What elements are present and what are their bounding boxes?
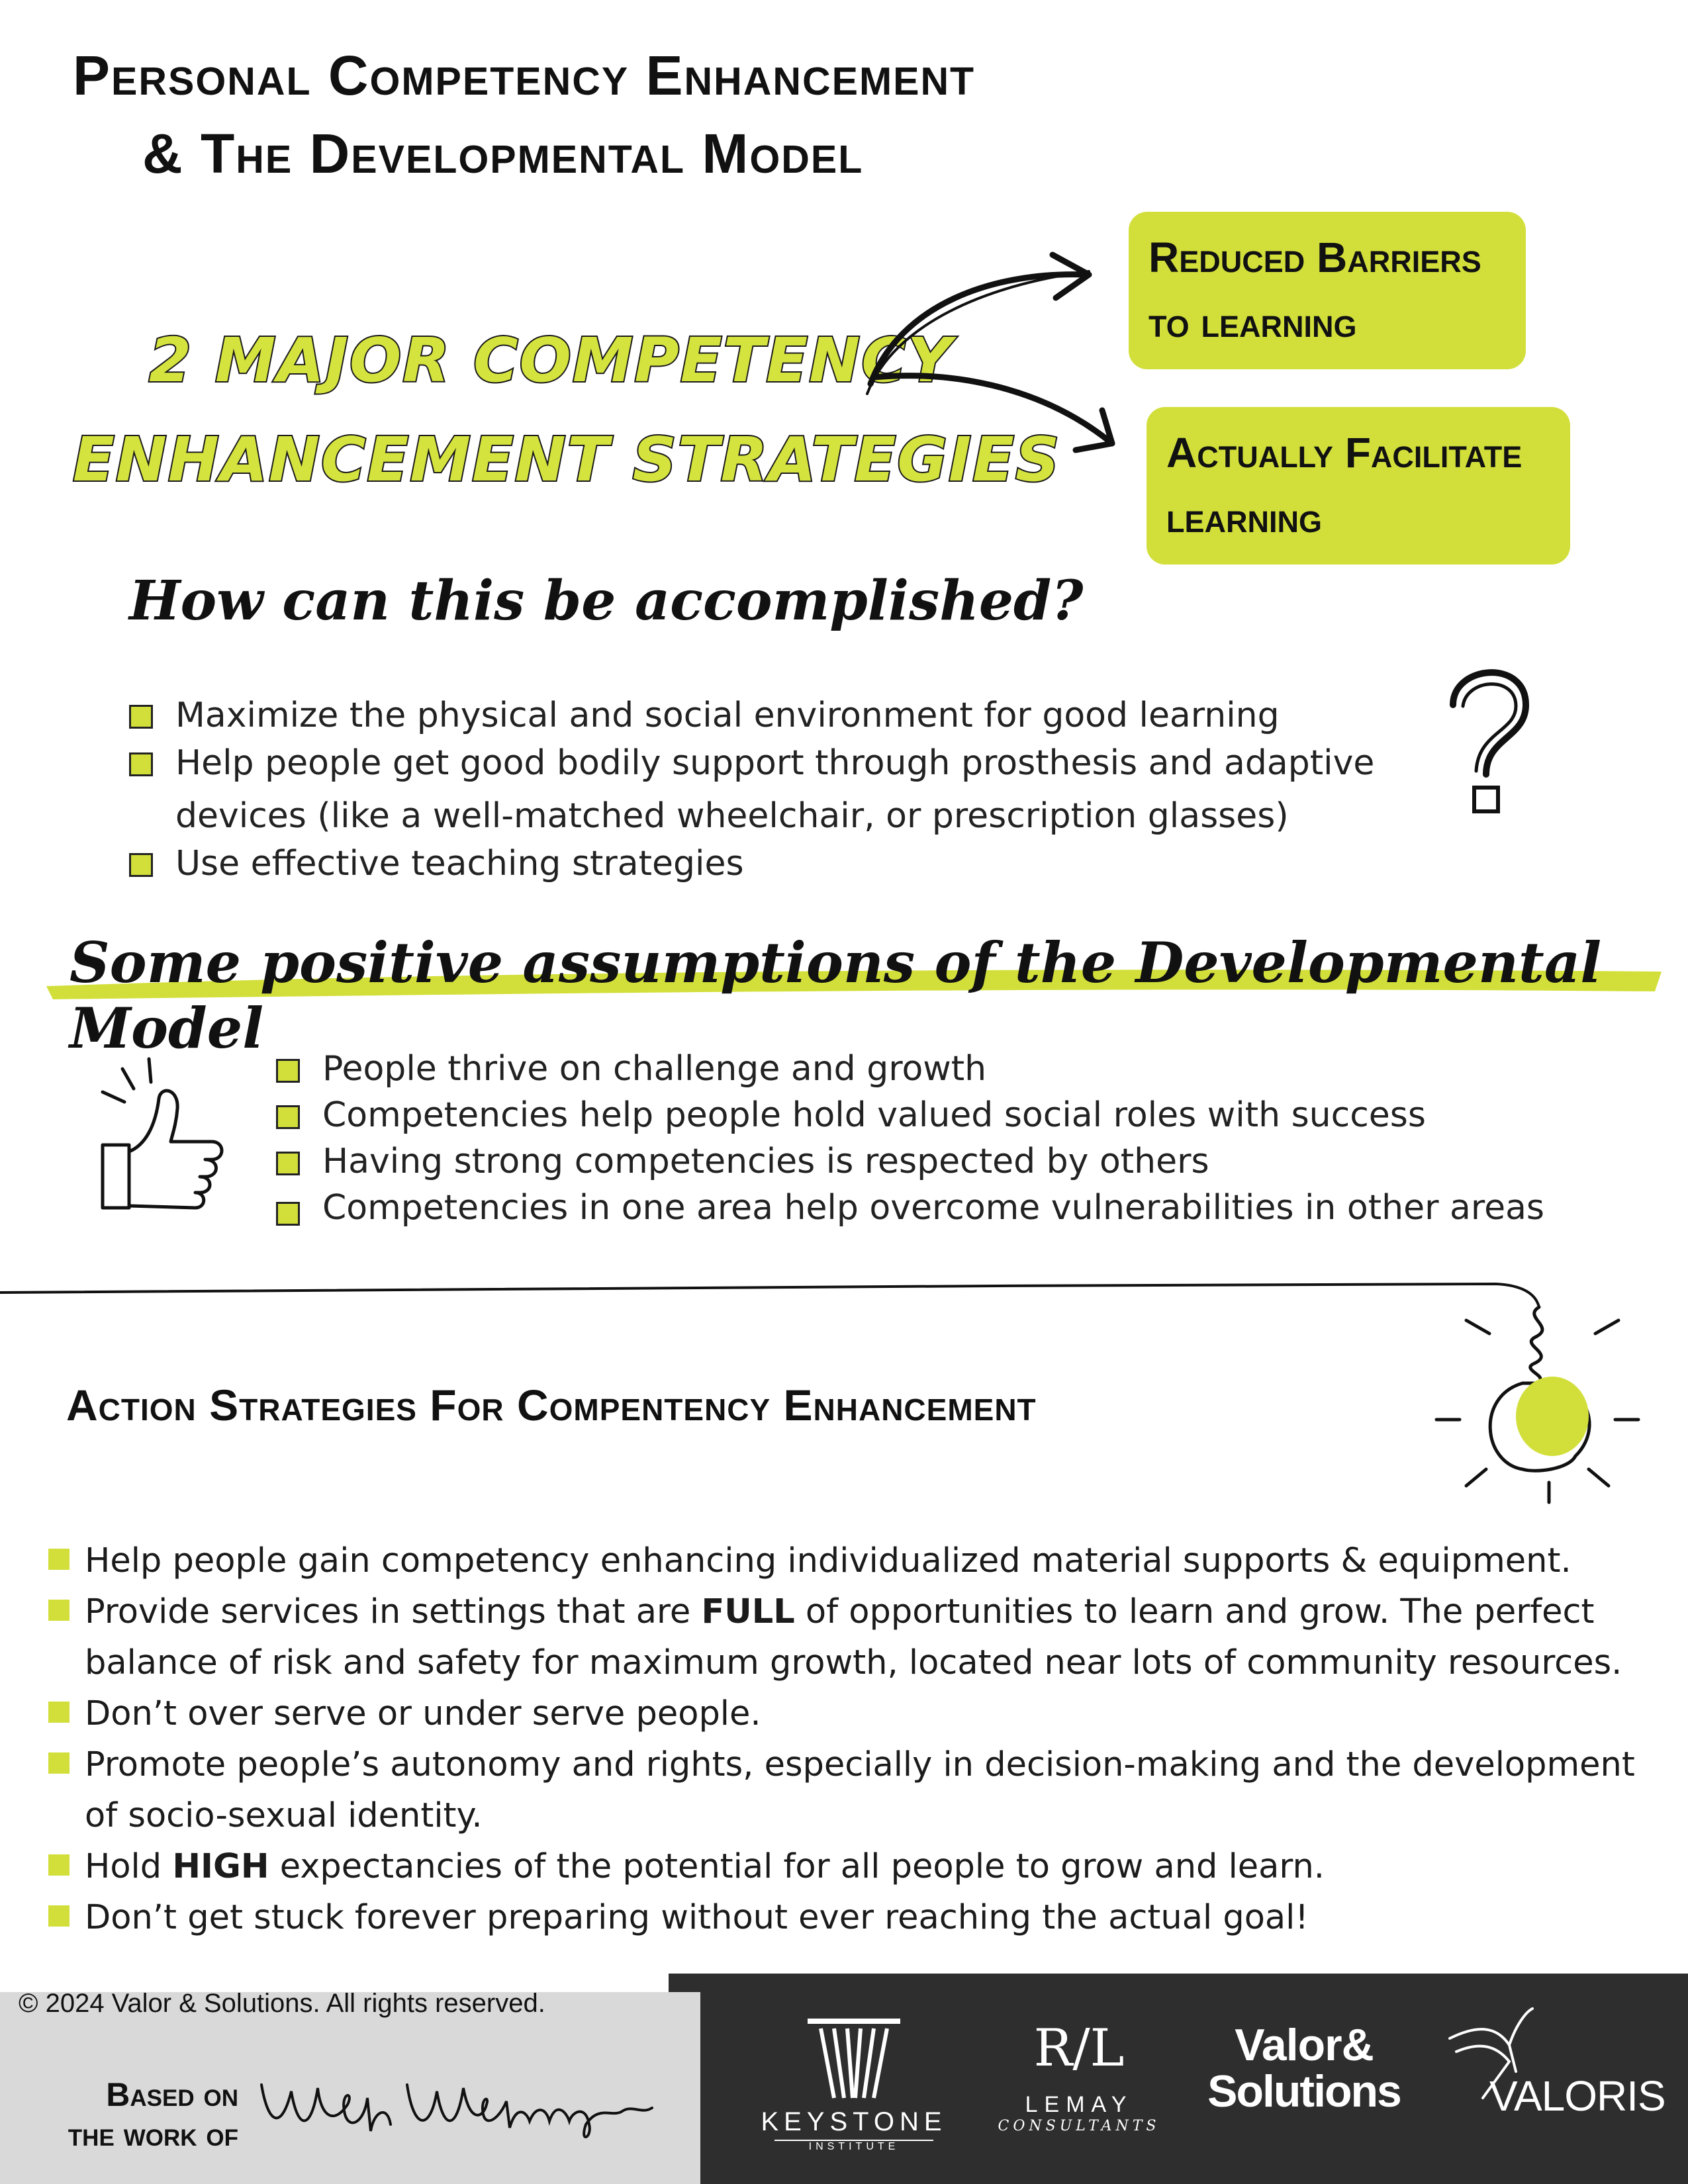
bullet-icon [48,1854,70,1876]
pill-reduced-barriers-line-2: to learning [1149,298,1357,346]
assumptions-list [322,1046,1613,1231]
pill-facilitate-learning-line-2: learning [1166,494,1322,541]
pill-facilitate-learning-line-1: Actually Facilitate [1166,429,1523,477]
actions-heading: Action Strategies For Compentency Enhancement [66,1381,1037,1430]
copyright-text: © 2024 Valor & Solutions. All rights reserved. [19,1989,545,2018]
list-item: Don’t get stuck forever preparing without ever reaching the actual goal! [85,1892,1673,1943]
actions-list [85,1535,1673,1943]
list-item: Competencies in one area help overcome vulnerabilities in other areas [322,1185,1613,1231]
bullet-icon [48,1752,70,1774]
bullet-icon [276,1152,300,1175]
list-item: Help people get good bodily support through prosthesis and adaptive [175,739,1433,787]
pill-reduced-barriers [1129,212,1526,369]
lemay-logo: R/L LEMAY CONSULTANTS [998,2019,1160,2134]
bullet-icon [48,1600,70,1621]
bullet-icon [129,752,153,776]
pill-reduced-barriers-line-1: Reduced Barriers [1149,234,1481,281]
based-on-label: Based on the work of [68,2076,238,2153]
list-item: Promote people’s autonomy and rights, especially in decision-making and the development [85,1739,1673,1790]
list-item: of socio-sexual identity. [85,1796,483,1835]
list-item: devices (like a well-matched wheelchair, or prescription glasses) [175,796,1289,836]
bullet-icon [276,1105,300,1129]
bullet-icon [48,1549,70,1570]
list-item: Use effective teaching strategies [175,840,1433,887]
title-line-2: & The Developmental Model [142,122,864,185]
valor-solutions-logo: Valor& Solutions [1207,2020,1401,2116]
branch-arrows-icon [854,245,1145,483]
list-item: balance of risk and safety for maximum growth, located near lots of community resources. [85,1643,1622,1682]
list-item: People thrive on challenge and growth [322,1046,1613,1092]
accomplish-list [175,692,1433,887]
list-item: Having strong competencies is respected by others [322,1138,1613,1185]
list-item: Don’t over serve or under serve people. [85,1688,1673,1739]
keystone-logo: KEYSTONE INSTITUTE [755,2012,953,2153]
list-item: Provide services in settings that are FULL of opportunities to learn and grow. The perfect [85,1586,1673,1637]
bullet-icon [48,1905,70,1927]
strategies-heading-line-1: 2 MAJOR COMPETENCY [149,325,953,396]
list-item: Maximize the physical and social environment for good learning [175,692,1433,739]
keystone-mark-icon [794,2012,914,2105]
bullet-icon [129,853,153,877]
bullet-icon [276,1059,300,1083]
list-item: Hold HIGH expectancies of the potential for all people to grow and learn. [85,1841,1673,1892]
accomplish-heading: How can this be accomplished? [129,569,1084,633]
list-item: Help people gain competency enhancing individualized material supports & equipment. [85,1535,1673,1586]
title-line-1: Personal Competency Enhancement [73,44,976,107]
list-item: Competencies help people hold valued social roles with success [322,1092,1613,1138]
pill-facilitate-learning [1147,407,1570,565]
bullet-icon [129,705,153,729]
bullet-icon [276,1202,300,1226]
signature-image [255,2065,665,2164]
page-title [73,36,975,193]
strategies-heading-line-2: ENHANCEMENT STRATEGIES [73,424,1061,495]
thumbs-up-icon [93,1052,245,1218]
assumptions-heading: Some positive assumptions of the Developmental Model [70,930,1602,1061]
question-mark-icon [1433,659,1539,824]
bullet-icon [48,1702,70,1723]
